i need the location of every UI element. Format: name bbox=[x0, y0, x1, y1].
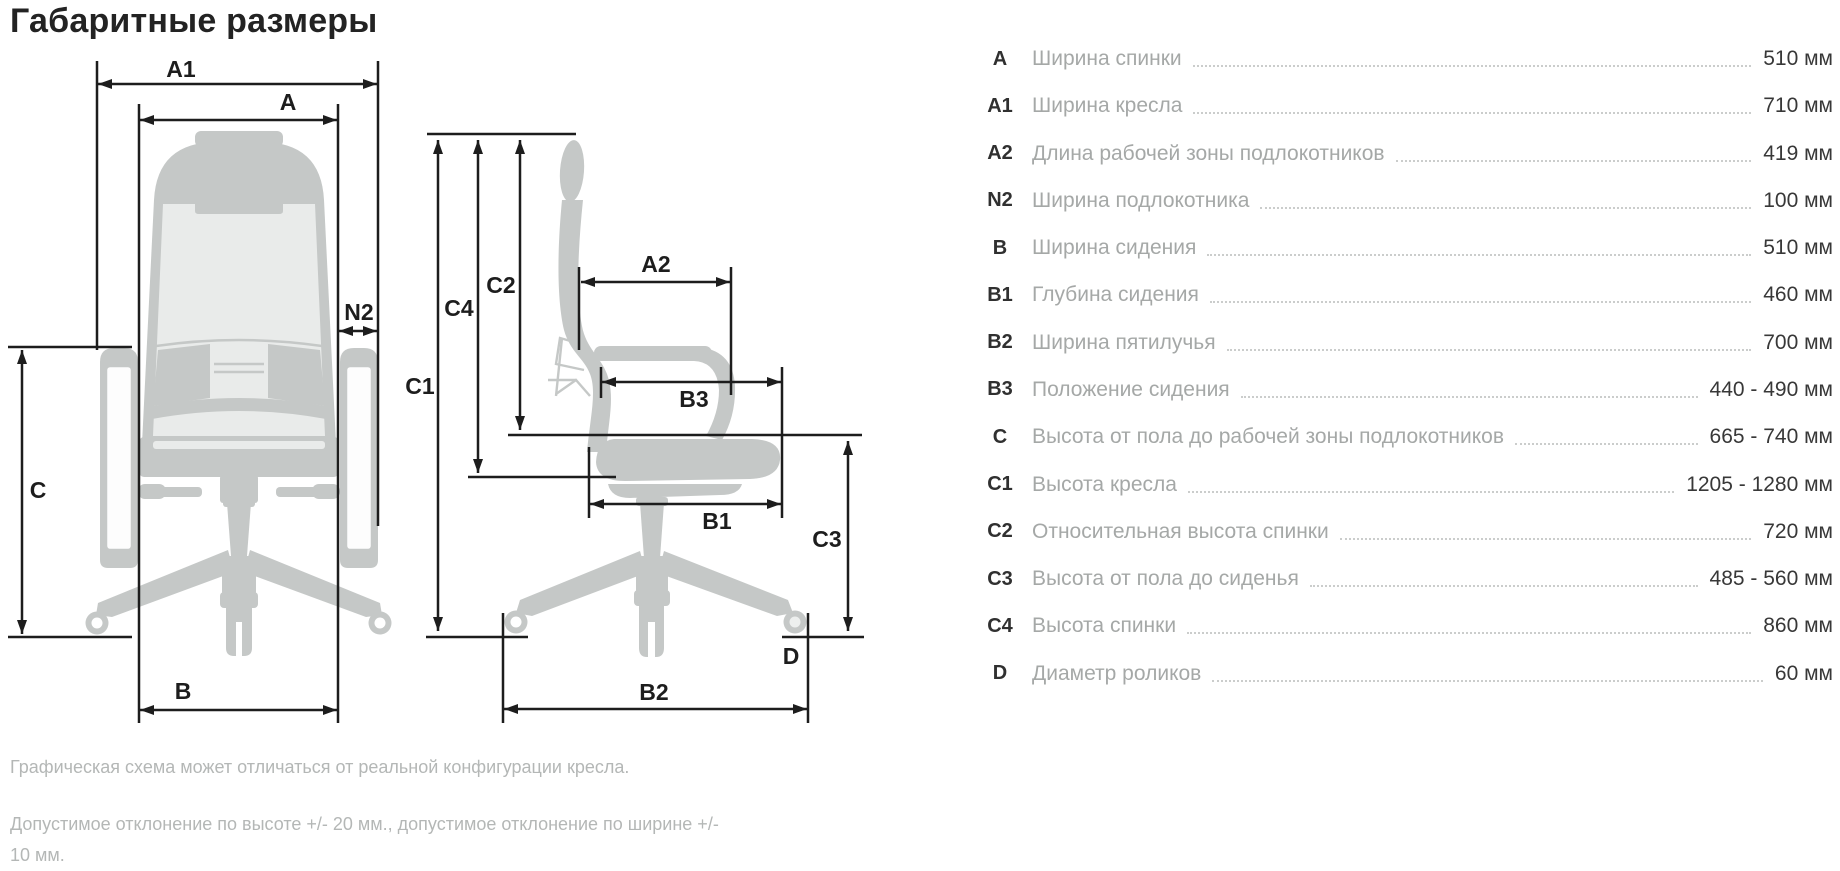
dotted-leader bbox=[1515, 443, 1698, 445]
dotted-leader bbox=[1207, 254, 1751, 256]
spec-code: A1 bbox=[987, 94, 1013, 117]
spec-label: Ширина кресла bbox=[1032, 94, 1183, 118]
spec-label: Ширина спинки bbox=[1032, 47, 1182, 71]
spec-row bbox=[982, 461, 1833, 508]
spec-code: C2 bbox=[987, 520, 1013, 543]
spec-label: Ширина подлокотника bbox=[1032, 188, 1250, 212]
page-title: Габаритные размеры bbox=[10, 2, 378, 40]
spec-code: A2 bbox=[987, 142, 1013, 165]
dotted-leader bbox=[1193, 112, 1751, 114]
spec-label: Относительная высота спинки bbox=[1032, 519, 1329, 543]
spec-row bbox=[982, 508, 1833, 555]
dim-label-b: B bbox=[174, 678, 192, 704]
dim-label-c3: C3 bbox=[812, 526, 842, 552]
spec-value: 510 мм bbox=[1763, 236, 1833, 260]
spec-code: A bbox=[992, 47, 1008, 70]
spec-value: 720 мм bbox=[1763, 519, 1833, 543]
spec-code: B2 bbox=[987, 331, 1013, 354]
dim-label-b1: B1 bbox=[702, 508, 732, 534]
dim-label-a1: A1 bbox=[166, 56, 196, 82]
chair-side-view bbox=[505, 139, 807, 657]
dim-label-c2: C2 bbox=[486, 272, 516, 298]
spec-label: Ширина пятилучья bbox=[1032, 330, 1216, 354]
spec-code: N2 bbox=[987, 189, 1013, 212]
dim-label-a: A bbox=[279, 89, 297, 115]
spec-row bbox=[982, 225, 1833, 272]
dim-label-d: D bbox=[782, 643, 800, 669]
spec-row bbox=[982, 130, 1833, 177]
spec-label: Глубина сидения bbox=[1032, 283, 1199, 307]
spec-code: C bbox=[992, 425, 1008, 448]
spec-value: 710 мм bbox=[1763, 94, 1833, 118]
dim-label-c: C bbox=[29, 477, 47, 503]
spec-value: 460 мм bbox=[1763, 283, 1833, 307]
spec-row bbox=[982, 272, 1833, 319]
spec-code: B3 bbox=[987, 378, 1013, 401]
dotted-leader bbox=[1260, 207, 1751, 209]
dotted-leader bbox=[1212, 680, 1763, 682]
spec-code: C3 bbox=[987, 567, 1013, 590]
spec-value: 700 мм bbox=[1763, 330, 1833, 354]
dotted-leader bbox=[1210, 301, 1751, 303]
dotted-leader bbox=[1187, 632, 1751, 634]
chair-front-view bbox=[86, 131, 392, 656]
dim-label-b3: B3 bbox=[679, 386, 709, 412]
dim-label-n2: N2 bbox=[344, 299, 374, 325]
spec-code: B1 bbox=[987, 283, 1013, 306]
dotted-leader bbox=[1227, 349, 1752, 351]
spec-value: 60 мм bbox=[1774, 661, 1833, 685]
spec-code: B bbox=[992, 236, 1008, 259]
dim-label-b2: B2 bbox=[639, 679, 669, 705]
spec-code: C1 bbox=[987, 473, 1013, 496]
spec-code: C4 bbox=[987, 614, 1013, 637]
dim-label-a2: A2 bbox=[641, 251, 671, 277]
spec-value: 100 мм bbox=[1763, 188, 1833, 212]
spec-value: 440 - 490 мм bbox=[1709, 377, 1833, 401]
spec-row bbox=[982, 319, 1833, 366]
spec-row bbox=[982, 36, 1833, 83]
dotted-leader bbox=[1396, 160, 1752, 162]
spec-label: Высота кресла bbox=[1032, 472, 1177, 496]
dim-label-c1: C1 bbox=[405, 373, 435, 399]
spec-row bbox=[982, 555, 1833, 602]
footnotes bbox=[10, 755, 722, 871]
spec-row bbox=[982, 83, 1833, 130]
spec-label: Высота спинки bbox=[1032, 614, 1177, 638]
chair-dimensions-diagram bbox=[0, 0, 880, 740]
spec-label: Высота от пола до сиденья bbox=[1032, 567, 1299, 591]
spec-value: 510 мм bbox=[1763, 47, 1833, 71]
dim-label-c4: C4 bbox=[444, 295, 474, 321]
spec-value: 419 мм bbox=[1763, 141, 1833, 165]
spec-code: D bbox=[992, 662, 1008, 685]
spec-label: Диаметр роликов bbox=[1032, 661, 1202, 685]
dimensions-spec-table bbox=[982, 36, 1833, 698]
schema-disclaimer-note: Графическая схема может отличаться от реальной конфигурации кресла. bbox=[10, 757, 630, 777]
tolerance-note: Допустимое отклонение по высоте +/- 20 мм., допустимое отклонение по ширине +/- 10 мм. bbox=[10, 814, 719, 865]
spec-label: Длина рабочей зоны подлокотников bbox=[1032, 141, 1385, 165]
dotted-leader bbox=[1188, 491, 1674, 493]
spec-label: Высота от пола до рабочей зоны подлокотников bbox=[1032, 425, 1504, 449]
dotted-leader bbox=[1241, 396, 1698, 398]
spec-value: 860 мм bbox=[1763, 614, 1833, 638]
dotted-leader bbox=[1340, 538, 1752, 540]
dotted-leader bbox=[1310, 585, 1698, 587]
spec-row bbox=[982, 177, 1833, 224]
spec-value: 485 - 560 мм bbox=[1709, 567, 1833, 591]
spec-row bbox=[982, 650, 1833, 697]
spec-label: Ширина сидения bbox=[1032, 236, 1197, 260]
spec-row bbox=[982, 603, 1833, 650]
spec-row bbox=[982, 366, 1833, 413]
spec-value: 1205 - 1280 мм bbox=[1686, 472, 1833, 496]
spec-value: 665 - 740 мм bbox=[1709, 425, 1833, 449]
dotted-leader bbox=[1193, 65, 1752, 67]
spec-label: Положение сидения bbox=[1032, 377, 1230, 401]
spec-row bbox=[982, 414, 1833, 461]
